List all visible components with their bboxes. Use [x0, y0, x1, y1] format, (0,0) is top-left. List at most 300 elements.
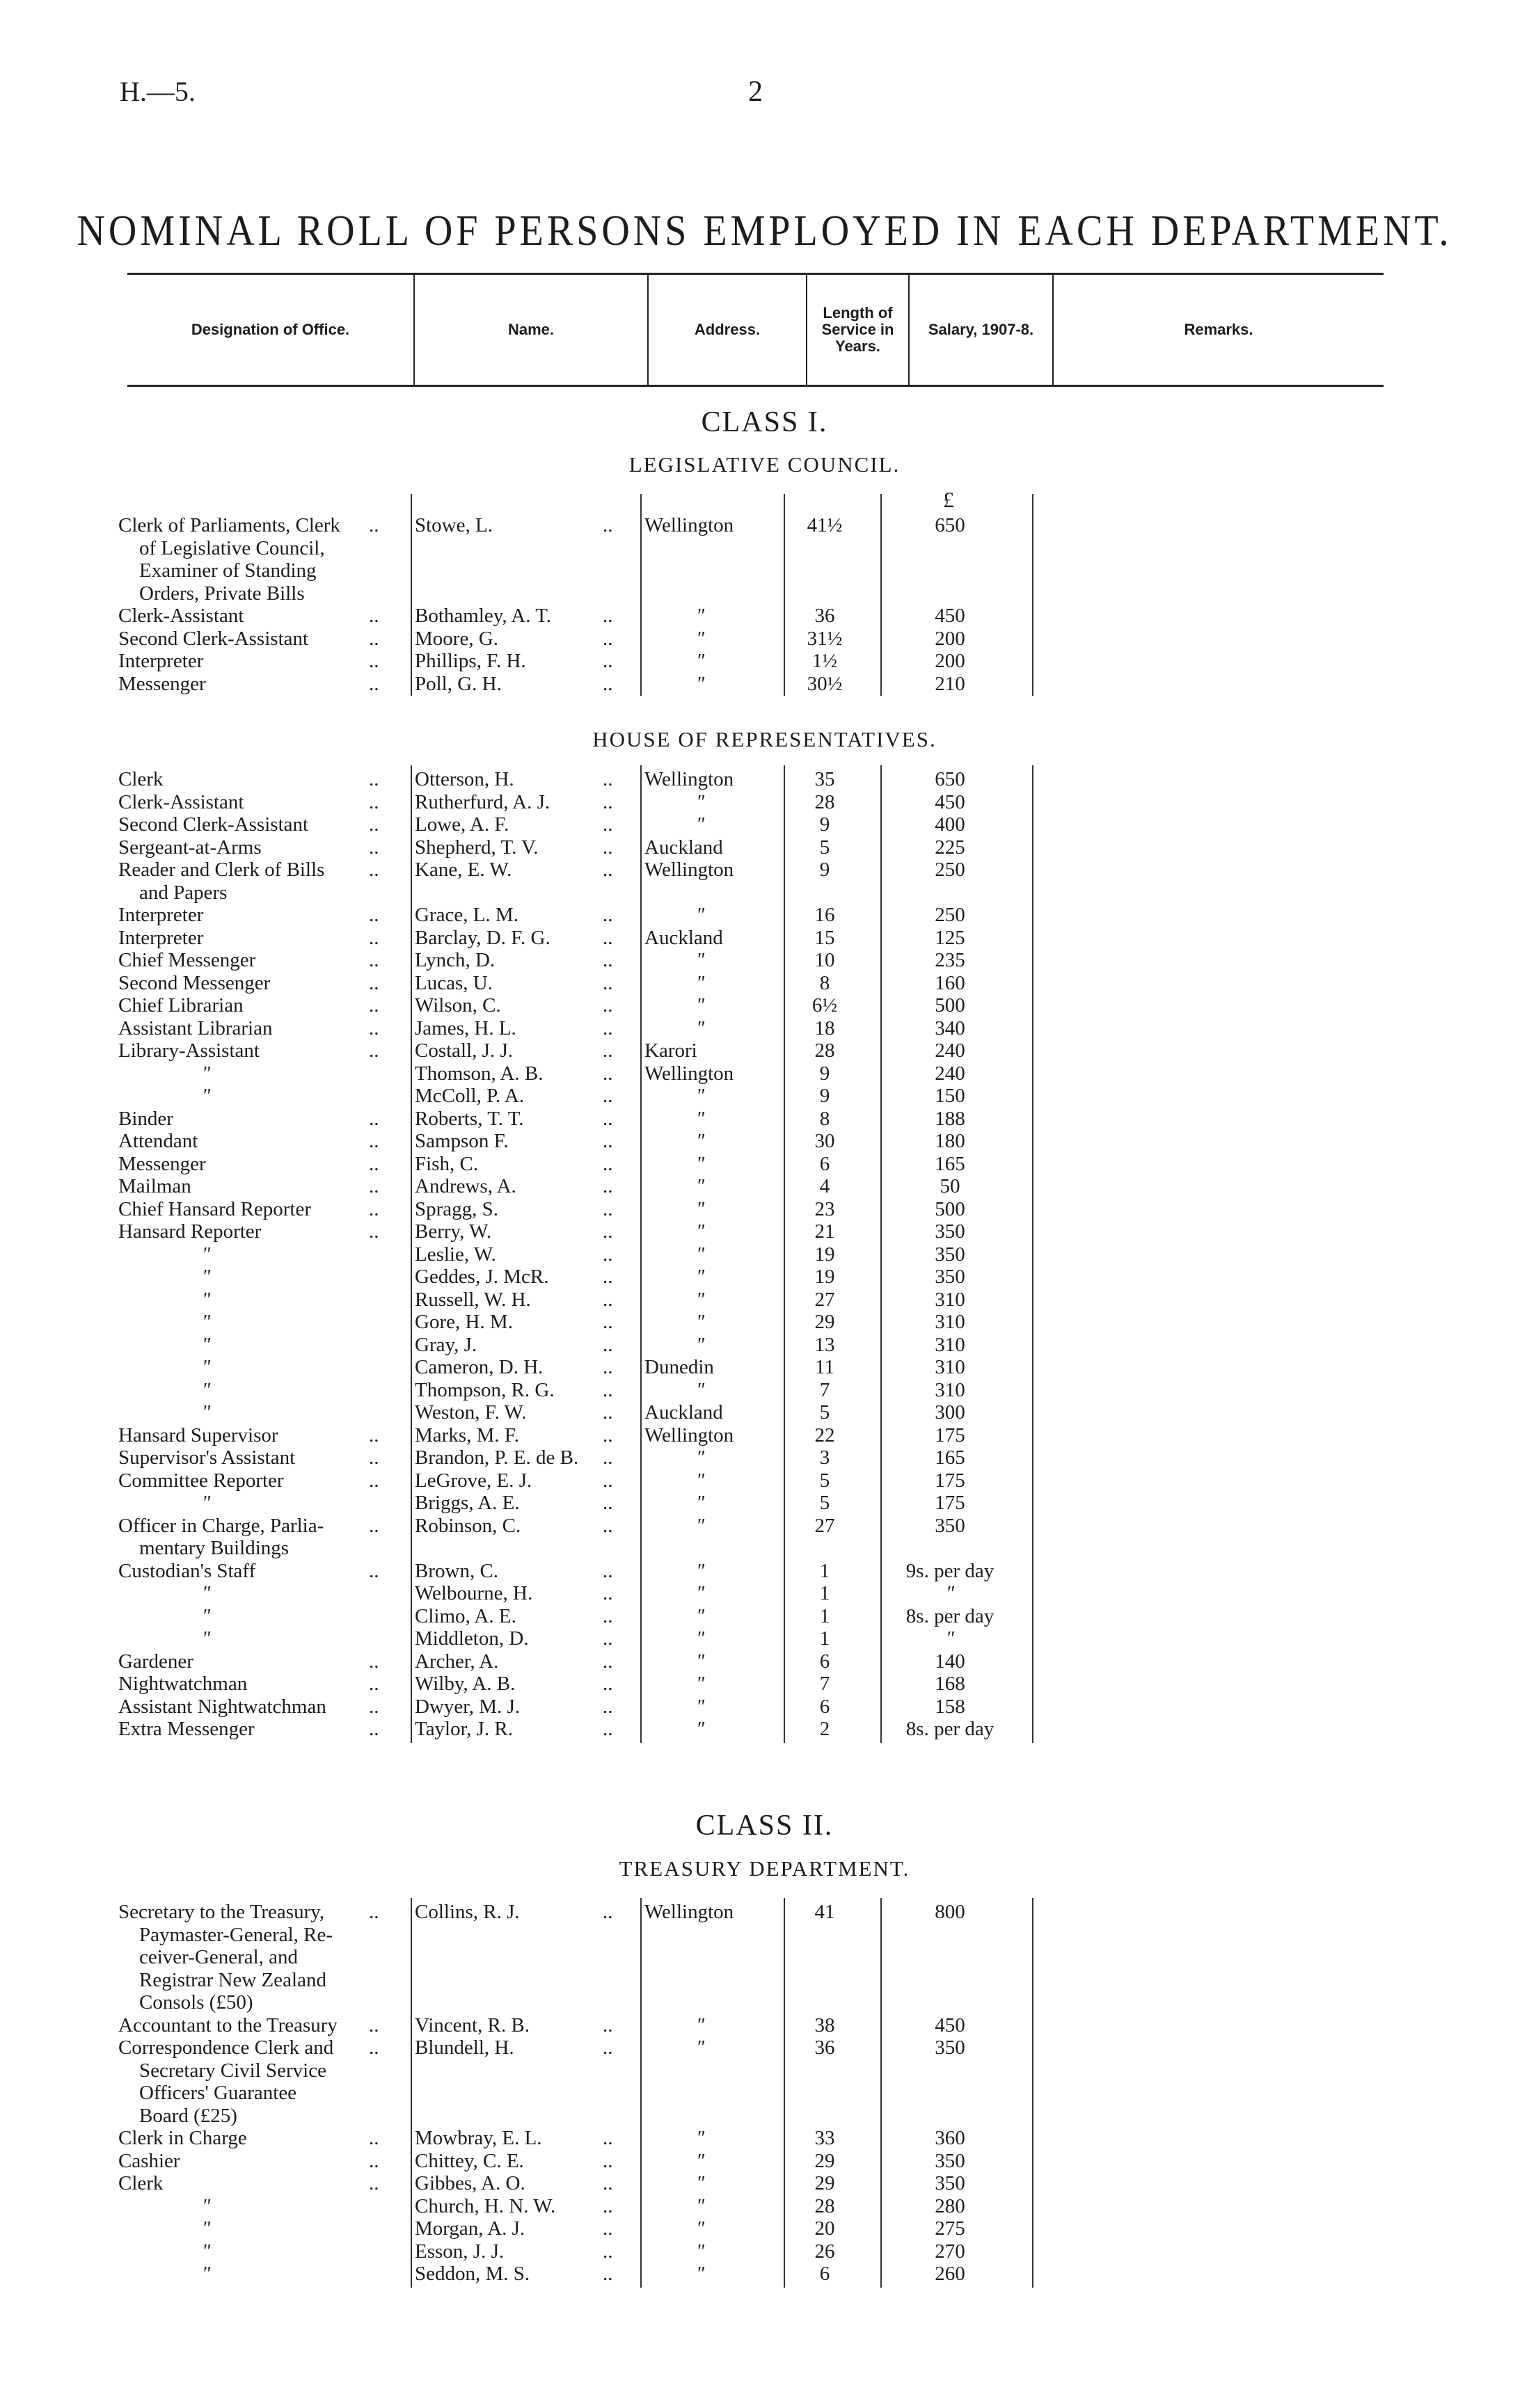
- class-1-heading: CLASS I.: [701, 406, 828, 438]
- cell-salary: 650: [935, 768, 965, 790]
- cell-name: Roberts, T. T.: [415, 1107, 524, 1130]
- leader-dots: ..: [369, 949, 379, 971]
- column-header-address: Address.: [649, 275, 807, 385]
- cell-salary: 350: [935, 2036, 965, 2059]
- table-row: [0, 605, 1183, 627]
- table-row: [0, 2173, 1183, 2194]
- leader-dots: ..: [603, 971, 613, 994]
- cell-length-of-service: 8: [819, 1107, 830, 1130]
- leader-dots: ..: [603, 1469, 613, 1492]
- cell-designation: ": [202, 2217, 211, 2240]
- cell-length-of-service: 29: [814, 2149, 835, 2172]
- cell-salary: 350: [935, 1243, 965, 1266]
- cell-designation: ": [202, 1333, 211, 1356]
- column-header-designation: Designation of Office.: [127, 275, 415, 385]
- cell-designation: Clerk in Charge: [118, 2127, 247, 2149]
- cell-designation: Consols (£50): [139, 1991, 253, 2014]
- cell-name: Spragg, S.: [415, 1197, 499, 1220]
- cell-salary: 310: [935, 1288, 965, 1311]
- table-row: [0, 2105, 1183, 2127]
- cell-designation: Examiner of Standing: [139, 559, 317, 582]
- cell-length-of-service: 21: [814, 1220, 835, 1243]
- cell-length-of-service: 19: [814, 1243, 835, 1266]
- leader-dots: ..: [369, 1152, 379, 1175]
- cell-length-of-service: 28: [814, 2194, 835, 2217]
- column-header-name: Name.: [415, 275, 649, 385]
- leader-dots: ..: [603, 627, 613, 650]
- cell-designation: Registrar New Zealand: [139, 1968, 326, 1991]
- leader-dots: ..: [603, 2217, 613, 2240]
- cell-salary: 240: [935, 1062, 965, 1085]
- cell-designation: Sergeant-at-Arms: [118, 836, 262, 859]
- cell-name: Costall, J. J.: [415, 1039, 513, 1062]
- cell-name: McColl, P. A.: [415, 1085, 525, 1107]
- leader-dots: ..: [603, 1401, 613, 1424]
- cell-designation: Reader and Clerk of Bills: [118, 859, 325, 881]
- leader-dots: ..: [369, 1130, 379, 1152]
- cell-length-of-service: 10: [814, 949, 835, 971]
- leader-dots: ..: [603, 1062, 613, 1085]
- cell-address: ": [696, 2127, 705, 2149]
- cell-length-of-service: 28: [814, 1039, 835, 1062]
- cell-salary: 158: [935, 1695, 965, 1718]
- cell-designation: Extra Messenger: [118, 1718, 255, 1740]
- cell-designation: Chief Messenger: [118, 949, 256, 971]
- leader-dots: ..: [603, 1901, 613, 1923]
- leader-dots: ..: [603, 1604, 613, 1627]
- table-row: [0, 1244, 1183, 1266]
- table-row: [0, 1085, 1183, 1107]
- table-row: [0, 1492, 1183, 1514]
- leader-dots: ..: [369, 1039, 379, 1062]
- leader-dots: ..: [603, 926, 613, 949]
- cell-salary: 500: [935, 994, 965, 1016]
- cell-length-of-service: 41: [814, 1901, 835, 1923]
- leader-dots: ..: [603, 1695, 613, 1718]
- leader-dots: ..: [369, 1220, 379, 1243]
- cell-designation: Clerk-Assistant: [118, 790, 244, 813]
- page-title: NOMINAL ROLL OF PERSONS EMPLOYED IN EACH DEPARTMENT.: [77, 207, 1452, 255]
- cell-address: ": [696, 1446, 705, 1469]
- table-row: [0, 1901, 1183, 1923]
- leader-dots: ..: [369, 790, 379, 813]
- cell-salary: 175: [935, 1492, 965, 1514]
- leader-dots: ..: [369, 1650, 379, 1673]
- cell-address: Auckland: [644, 836, 723, 859]
- cell-designation: Officers' Guarantee: [139, 2082, 297, 2104]
- cell-name: Poll, G. H.: [415, 672, 502, 695]
- table-row: [0, 1515, 1183, 1537]
- cell-salary: 800: [935, 1901, 965, 1923]
- leader-dots: ..: [369, 904, 379, 926]
- cell-designation: Orders, Private Bills: [139, 582, 305, 605]
- table-row: [0, 1970, 1183, 1991]
- cell-length-of-service: 30½: [807, 672, 843, 695]
- cell-designation: Clerk of Parliaments, Clerk: [118, 514, 340, 536]
- cell-designation: Binder: [118, 1107, 173, 1130]
- cell-length-of-service: 5: [819, 836, 830, 859]
- cell-salary: 450: [935, 790, 965, 813]
- cell-length-of-service: 9: [819, 859, 830, 881]
- leader-dots: ..: [603, 1650, 613, 1673]
- cell-designation: Nightwatchman: [118, 1673, 248, 1695]
- leader-dots: ..: [369, 1016, 379, 1039]
- cell-length-of-service: 35: [814, 768, 835, 790]
- leader-dots: ..: [603, 994, 613, 1016]
- cell-name: Bothamley, A. T.: [415, 605, 552, 627]
- cell-address: ": [696, 1333, 705, 1356]
- leader-dots: ..: [603, 672, 613, 695]
- table-row: [0, 673, 1183, 695]
- cell-address: ": [696, 904, 705, 926]
- cell-address: ": [696, 1266, 705, 1288]
- cell-length-of-service: 26: [814, 2240, 835, 2263]
- cell-address: ": [696, 650, 705, 672]
- cell-length-of-service: 5: [819, 1401, 830, 1424]
- cell-address: ": [696, 2036, 705, 2059]
- cell-name: Church, H. N. W.: [415, 2194, 556, 2217]
- leader-dots: ..: [369, 1673, 379, 1695]
- cell-designation: Assistant Librarian: [118, 1016, 273, 1039]
- cell-address: ": [696, 971, 705, 994]
- leader-dots: ..: [369, 768, 379, 790]
- cell-designation: Interpreter: [118, 926, 204, 949]
- cell-length-of-service: 27: [814, 1288, 835, 1311]
- cell-name: Lucas, U.: [415, 971, 493, 994]
- leader-dots: ..: [603, 2172, 613, 2194]
- table-row: [0, 2082, 1183, 2104]
- leader-dots: ..: [603, 1085, 613, 1107]
- cell-salary: 350: [935, 1514, 965, 1537]
- cell-address: Wellington: [644, 768, 734, 790]
- cell-length-of-service: 1: [819, 1582, 830, 1604]
- table-row: [0, 1108, 1183, 1130]
- table-row: [0, 1425, 1183, 1446]
- cell-designation: Chief Librarian: [118, 994, 244, 1016]
- leader-dots: ..: [603, 1378, 613, 1401]
- cell-length-of-service: 13: [814, 1333, 835, 1356]
- cell-address: ": [696, 2149, 705, 2172]
- cell-length-of-service: 11: [815, 1356, 834, 1378]
- cell-salary: 350: [935, 1266, 965, 1288]
- cell-salary: 200: [935, 627, 965, 650]
- cell-address: ": [696, 1107, 705, 1130]
- table-row: [0, 814, 1183, 836]
- leader-dots: ..: [603, 1627, 613, 1650]
- cell-designation: Secretary to the Treasury,: [118, 1901, 325, 1923]
- cell-salary: 310: [935, 1378, 965, 1401]
- table-row: [0, 1018, 1183, 1039]
- cell-salary: 310: [935, 1356, 965, 1378]
- cell-name: Weston, F. W.: [415, 1401, 527, 1424]
- cell-name: Morgan, A. J.: [415, 2217, 525, 2240]
- cell-designation: Interpreter: [118, 650, 204, 672]
- cell-salary: 310: [935, 1311, 965, 1333]
- cell-address: ": [696, 790, 705, 813]
- cell-designation: Clerk: [118, 2172, 164, 2194]
- cell-length-of-service: 6: [819, 1152, 830, 1175]
- table-row: [0, 1357, 1183, 1378]
- table-row: [0, 1696, 1183, 1718]
- cell-name: Grace, L. M.: [415, 904, 518, 926]
- leader-dots: ..: [603, 1197, 613, 1220]
- cell-name: Welbourne, H.: [415, 1582, 533, 1604]
- cell-address: ": [696, 1378, 705, 1401]
- leader-dots: ..: [369, 926, 379, 949]
- cell-address: Wellington: [644, 1424, 734, 1446]
- leader-dots: ..: [603, 1152, 613, 1175]
- leader-dots: ..: [369, 971, 379, 994]
- cell-salary: 188: [935, 1107, 965, 1130]
- leader-dots: ..: [603, 1175, 613, 1197]
- leader-dots: ..: [369, 1197, 379, 1220]
- leader-dots: ..: [369, 1469, 379, 1492]
- cell-name: Chittey, C. E.: [415, 2149, 524, 2172]
- cell-address: ": [696, 1152, 705, 1175]
- leader-dots: ..: [603, 2194, 613, 2217]
- table-row: [0, 927, 1183, 949]
- table-row: [0, 2241, 1183, 2263]
- cell-designation: Correspondence Clerk and: [118, 2036, 334, 2059]
- column-header-salary: Salary, 1907-8.: [910, 275, 1054, 385]
- cell-name: Robinson, C.: [415, 1514, 521, 1537]
- cell-address: ": [696, 2217, 705, 2240]
- cell-address: ": [696, 672, 705, 695]
- cell-designation: Committee Reporter: [118, 1469, 284, 1492]
- leader-dots: ..: [603, 1243, 613, 1266]
- cell-salary: 8s. per day: [905, 1604, 995, 1627]
- cell-designation: Second Clerk-Assistant: [118, 813, 309, 836]
- cell-designation: Interpreter: [118, 904, 204, 926]
- cell-salary: 250: [935, 904, 965, 926]
- cell-designation: Messenger: [118, 1152, 206, 1175]
- cell-length-of-service: 22: [814, 1424, 835, 1446]
- cell-address: ": [696, 1130, 705, 1152]
- cell-salary: 9s. per day: [905, 1559, 995, 1582]
- cell-salary: 165: [935, 1446, 965, 1469]
- cell-name: Seddon, M. S.: [415, 2263, 530, 2285]
- cell-length-of-service: 1: [819, 1559, 830, 1582]
- cell-length-of-service: 16: [814, 904, 835, 926]
- cell-designation: of Legislative Council,: [139, 536, 325, 559]
- table-row: [0, 1176, 1183, 1197]
- cell-designation: Mailman: [118, 1175, 191, 1197]
- cell-salary: 275: [935, 2217, 965, 2240]
- cell-salary: 270: [935, 2240, 965, 2263]
- leader-dots: ..: [369, 2149, 379, 2172]
- cell-address: Karori: [644, 1039, 697, 1062]
- cell-salary: ": [945, 1582, 955, 1604]
- table-row: [0, 2015, 1183, 2036]
- cell-address: Wellington: [644, 514, 734, 536]
- cell-length-of-service: 4: [819, 1175, 830, 1197]
- cell-name: Cameron, D. H.: [415, 1356, 544, 1378]
- cell-salary: 150: [935, 1085, 965, 1107]
- cell-designation: Accountant to the Treasury: [118, 2014, 338, 2036]
- cell-designation: Gardener: [118, 1650, 193, 1673]
- leader-dots: ..: [603, 1333, 613, 1356]
- cell-name: Andrews, A.: [415, 1175, 516, 1197]
- cell-length-of-service: 2: [819, 1718, 830, 1740]
- cell-address: ": [696, 605, 705, 627]
- table-row: [0, 538, 1183, 559]
- cell-salary: 340: [935, 1016, 965, 1039]
- leader-dots: ..: [369, 2014, 379, 2036]
- cell-name: Dwyer, M. J.: [415, 1695, 521, 1718]
- cell-name: LeGrove, E. J.: [415, 1469, 532, 1492]
- cell-address: ": [696, 1627, 705, 1650]
- cell-length-of-service: 7: [819, 1378, 830, 1401]
- cell-designation: Secretary Civil Service: [139, 2059, 326, 2082]
- cell-designation: ": [202, 1243, 211, 1266]
- cell-designation: ": [202, 1356, 211, 1378]
- leader-dots: ..: [369, 994, 379, 1016]
- cell-length-of-service: 18: [814, 1016, 835, 1039]
- cell-salary: 350: [935, 1220, 965, 1243]
- table-row: [0, 1538, 1183, 1559]
- cell-name: Collins, R. J.: [415, 1901, 520, 1923]
- cell-length-of-service: 15: [814, 926, 835, 949]
- cell-address: Auckland: [644, 926, 723, 949]
- leader-dots: ..: [603, 1288, 613, 1311]
- cell-address: ": [696, 1016, 705, 1039]
- table-row: [0, 2151, 1183, 2172]
- cell-length-of-service: 33: [814, 2127, 835, 2149]
- leader-dots: ..: [369, 859, 379, 881]
- leader-dots: ..: [603, 2014, 613, 2036]
- legislative-council-heading: LEGISLATIVE COUNCIL.: [628, 452, 901, 477]
- cell-salary: 200: [935, 650, 965, 672]
- cell-salary: 140: [935, 1650, 965, 1673]
- cell-name: Geddes, J. McR.: [415, 1266, 549, 1288]
- cell-address: ": [696, 813, 705, 836]
- cell-length-of-service: 38: [814, 2014, 835, 2036]
- cell-salary: 210: [935, 672, 965, 695]
- cell-length-of-service: 6: [819, 2263, 830, 2285]
- cell-name: Rutherfurd, A. J.: [415, 790, 550, 813]
- cell-designation: Supervisor's Assistant: [118, 1446, 296, 1469]
- leader-dots: ..: [369, 514, 379, 536]
- table-row: [0, 2196, 1183, 2217]
- cell-length-of-service: 1: [819, 1604, 830, 1627]
- document-reference: H.—5.: [120, 76, 196, 107]
- cell-salary: 360: [935, 2127, 965, 2149]
- cell-name: Gore, H. M.: [415, 1311, 513, 1333]
- leader-dots: ..: [603, 1130, 613, 1152]
- cell-salary: 225: [935, 836, 965, 859]
- table-row: [0, 1266, 1183, 1288]
- cell-designation: Library-Assistant: [118, 1039, 260, 1062]
- cell-address: ": [696, 1311, 705, 1333]
- cell-designation: and Papers: [139, 881, 228, 904]
- cell-designation: ceiver-General, and: [139, 1946, 299, 1968]
- leader-dots: ..: [603, 1039, 613, 1062]
- cell-address: ": [696, 1220, 705, 1243]
- cell-salary: 240: [935, 1039, 965, 1062]
- leader-dots: ..: [603, 1311, 613, 1333]
- cell-name: Wilby, A. B.: [415, 1673, 516, 1695]
- cell-name: Shepherd, T. V.: [415, 836, 539, 859]
- leader-dots: ..: [369, 1446, 379, 1469]
- table-row: [0, 1606, 1183, 1627]
- leader-dots: ..: [369, 1559, 379, 1582]
- table-row: [0, 1583, 1183, 1604]
- table-row: [0, 1628, 1183, 1650]
- cell-length-of-service: 36: [814, 605, 835, 627]
- cell-designation: Paymaster-General, Re-: [139, 1923, 333, 1946]
- cell-address: ": [696, 1243, 705, 1266]
- cell-designation: ": [202, 1378, 211, 1401]
- cell-name: Gray, J.: [415, 1333, 477, 1356]
- cell-salary: 400: [935, 813, 965, 836]
- cell-address: Wellington: [644, 1901, 734, 1923]
- cell-name: Climo, A. E.: [415, 1604, 516, 1627]
- cell-designation: Attendant: [118, 1130, 198, 1152]
- cell-salary: 50: [940, 1175, 960, 1197]
- cell-length-of-service: 31½: [807, 627, 843, 650]
- cell-length-of-service: 29: [814, 2172, 835, 2194]
- cell-designation: ": [202, 1492, 211, 1514]
- cell-designation: mentary Buildings: [139, 1537, 290, 1559]
- table-row: [0, 904, 1183, 926]
- cell-name: Vincent, R. B.: [415, 2014, 530, 2036]
- table-row: [0, 837, 1183, 859]
- cell-name: Marks, M. F.: [415, 1424, 519, 1446]
- table-row: [0, 1063, 1183, 1085]
- table-row: [0, 2128, 1183, 2149]
- leader-dots: ..: [369, 2127, 379, 2149]
- column-header-row: [127, 273, 1384, 387]
- cell-name: Moore, G.: [415, 627, 499, 650]
- cell-length-of-service: 1: [819, 1627, 830, 1650]
- cell-salary: 250: [935, 859, 965, 881]
- cell-address: ": [696, 1673, 705, 1695]
- cell-salary: 168: [935, 1673, 965, 1695]
- cell-name: Gibbes, A. O.: [415, 2172, 525, 2194]
- cell-salary: 235: [935, 949, 965, 971]
- cell-designation: ": [202, 1401, 211, 1424]
- cell-address: ": [696, 2240, 705, 2263]
- leader-dots: ..: [369, 836, 379, 859]
- cell-salary: 8s. per day: [905, 1718, 995, 1740]
- table-row: [0, 560, 1183, 582]
- cell-salary: 450: [935, 2014, 965, 2036]
- table-row: [0, 1402, 1183, 1424]
- pound-sign: £: [943, 487, 954, 512]
- leader-dots: ..: [603, 1220, 613, 1243]
- cell-designation: Second Messenger: [118, 971, 271, 994]
- cell-length-of-service: 9: [819, 813, 830, 836]
- cell-name: Brandon, P. E. de B.: [415, 1446, 579, 1469]
- leader-dots: ..: [369, 605, 379, 627]
- page-number: 2: [748, 76, 763, 108]
- cell-length-of-service: 41½: [807, 514, 843, 536]
- cell-length-of-service: 8: [819, 971, 830, 994]
- table-row: [0, 1924, 1183, 1946]
- table-row: [0, 1131, 1183, 1152]
- cell-name: Archer, A.: [415, 1650, 499, 1673]
- cell-salary: 450: [935, 605, 965, 627]
- leader-dots: ..: [603, 813, 613, 836]
- cell-length-of-service: 30: [814, 1130, 835, 1152]
- cell-name: Wilson, C.: [415, 994, 501, 1016]
- cell-name: Lowe, A. F.: [415, 813, 509, 836]
- cell-name: Fish, C.: [415, 1152, 479, 1175]
- cell-length-of-service: 9: [819, 1085, 830, 1107]
- class-2-heading: CLASS II.: [695, 1810, 834, 1842]
- cell-address: ": [696, 1582, 705, 1604]
- leader-dots: ..: [603, 2127, 613, 2149]
